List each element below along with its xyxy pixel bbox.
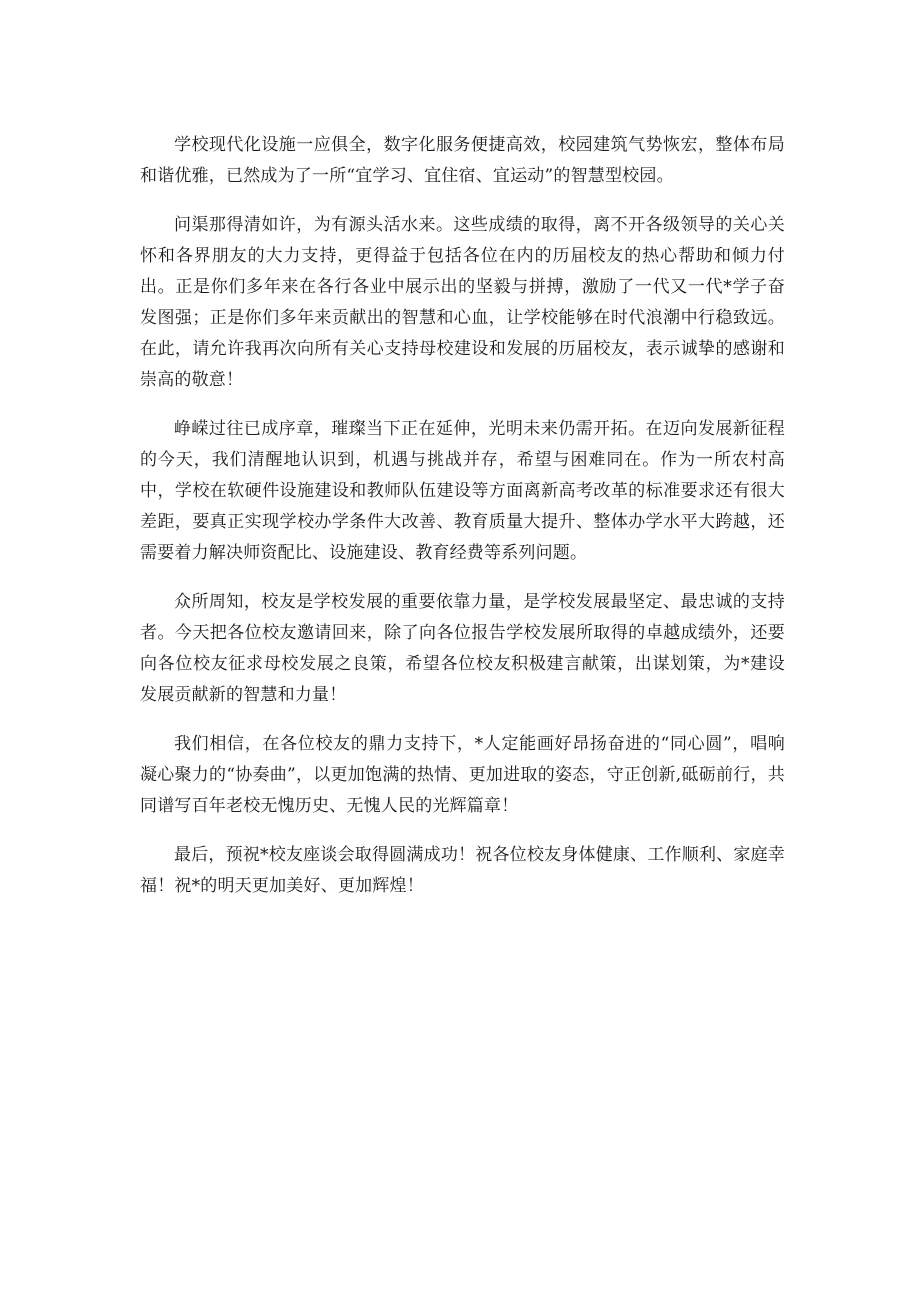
paragraph-4: 众所周知，校友是学校发展的重要依靠力量，是学校发展最坚定、最忠诚的支持者。今天把各位校友邀请回来，除了向各位报告学校发展所取得的卓越成绩外，还要向各位校友征求母校发展之良策，希望各位校友积极建言献策，出谋划策，为*建设发展贡献新的智慧和力量！ — [140, 592, 785, 705]
document-body — [140, 130, 785, 920]
paragraph-3: 峥嵘过往已成序章，璀璨当下正在延伸，光明未来仍需开拓。在迈向发展新征程的今天，我们清醒地认识到，机遇与挑战并存，希望与困难同在。作为一所农村高中，学校在软硬件设施建设和教师队伍建设等方面离新高考改革的标准要求还有很大差距，要真正实现学校办学条件大改善、教育质量大提升、整体办学水平大跨越，还需要着力解决师资配比、设施建设、教育经费等系列问题。 — [140, 419, 785, 563]
paragraph-5: 我们相信，在各位校友的鼎力支持下，*人定能画好昂扬奋进的“同心圆”，唱响凝心聚力的“协奏曲”，以更加饱满的热情、更加进取的姿态，守正创新,砥砺前行，共同谱写百年老校无愧历史、无愧人民的光辉篇章！ — [140, 734, 785, 816]
paragraph-2: 问渠那得清如许，为有源头活水来。这些成绩的取得，离不开各级领导的关心关怀和各界朋友的大力支持，更得益于包括各位在内的历届校友的热心帮助和倾力付出。正是你们多年来在各行各业中展示出的坚毅与拼搏，激励了一代又一代*学子奋发图强；正是你们多年来贡献出的智慧和心血，让学校能够在时代浪潮中行稳致远。在此，请允许我再次向所有关心支持母校建设和发展的历届校友，表示诚挚的感谢和崇高的敬意！ — [140, 215, 785, 390]
paragraph-1: 学校现代化设施一应俱全，数字化服务便捷高效，校园建筑气势恢宏，整体布局和谐优雅，已然成为了一所“宜学习、宜住宿、宜运动”的智慧型校园。 — [140, 135, 785, 186]
paragraph-6: 最后，预祝*校友座谈会取得圆满成功！祝各位校友身体健康、工作顺利、家庭幸福！祝*的明天更加美好、更加辉煌！ — [140, 845, 785, 896]
